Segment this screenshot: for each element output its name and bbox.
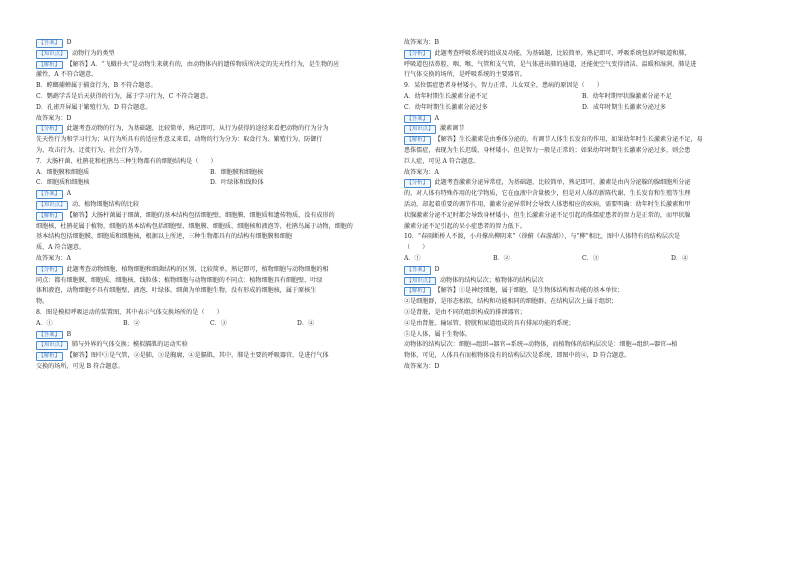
answer-option: D．叶绿体和线粒体 [210, 179, 264, 187]
answer-options [36, 319, 384, 330]
line-text: 9．某位儒症患者身材矮小，智力正常，儿女双全，患病的原因是（ ） [404, 82, 603, 90]
text-line [36, 222, 384, 233]
answer-option: A．幼年时期生长激素分泌不足 [404, 92, 488, 100]
text-line [404, 308, 760, 319]
line-text: 质，A 符合题意。 [36, 244, 85, 252]
line-text: 基本结构包括细胞膜、细胞质和细胞核，根据以上所述，三种生物都具有的结构有细胞膜和细胞 [36, 233, 292, 241]
section-point [36, 200, 384, 211]
text-line [404, 232, 760, 243]
analysis-label: 【解析】 [36, 352, 63, 361]
text-line [36, 362, 384, 373]
line-text: 8．图是模拟呼吸运动的装置图，其中表示气体交换场所的是（ ） [36, 308, 223, 316]
line-text: 故答案为：D [36, 114, 72, 122]
point-label: 【知识点】 [404, 277, 436, 286]
line-text: D [434, 265, 440, 273]
answer-option: B．② [123, 319, 140, 327]
text-line [404, 330, 760, 341]
section-answer [36, 330, 384, 341]
point-label: 【知识点】 [36, 201, 68, 210]
line-text: 【解答】大肠杆菌属于细菌，细胞的基本结构包括细胞壁、细胞膜、细胞质和遗传物质，没有成形的 [66, 211, 335, 219]
text-line [404, 297, 760, 308]
answer-option: D．④ [297, 319, 315, 327]
text-line [404, 70, 760, 81]
section-answer [404, 114, 760, 125]
line-text: ⑤是人体，属于生物体。 [404, 330, 472, 338]
answer-options [36, 178, 384, 189]
answer-label: 【答案】 [404, 115, 431, 124]
text-line [36, 232, 384, 243]
line-text: 此题考查激素分泌异常症，为基础题，比较简单，熟记即可，激素是由内分泌腺的腺细胞所分泌 [434, 179, 691, 187]
line-text: 患侏儒症，表现为生长迟缓，身材矮小，但是智力一般是正常的；如果幼年时期生长激素分泌过多，则会患 [404, 146, 691, 154]
line-text: 交换的场所，可见 B 符合题意。 [36, 362, 124, 370]
line-text: 物。 [36, 298, 49, 306]
line-text: 此题考查动物的行为，为基础题，比较简单，熟记即可，从行为获得的途径来看把动物的行为分为 [66, 125, 329, 133]
text-line [36, 276, 384, 287]
answer-option: C．细胞质和细胞核 [36, 179, 90, 187]
answer-label: 【答案】 [36, 39, 63, 48]
text-line [404, 319, 760, 330]
line-text: 的、对人体有特殊作用的化学物质，它在血液中含量极少，但是对人体的新陈代谢、生长发育和生殖等生理 [404, 190, 691, 198]
section-analysis [36, 211, 384, 222]
answer-options [404, 103, 760, 114]
text-line [404, 362, 760, 373]
line-text: 同点：都有细胞膜、细胞质、细胞核、线粒体；植物细胞与动物细胞的不同点：植物细胞具有细胞壁、叶绿 [36, 276, 323, 284]
line-text: 物体，可见，人体具有而植物体没有的结构层次是系统，即图中的④，D 符合题意。 [404, 352, 631, 360]
analysis-label: 【解析】 [36, 61, 63, 70]
answer-option: B．细胞膜和细胞核 [210, 168, 264, 176]
text-line [404, 146, 760, 157]
point-label: 【知识点】 [36, 50, 68, 59]
analysis-label: 【解析】 [36, 212, 63, 221]
line-text: 呼吸道包括鼻腔、咽、喉、气管和支气管，是气体进出肺的通道，还能使空气变得清洁、温暖和湿润，肺是进 [404, 60, 697, 68]
line-text: 动、植物细胞结构的比较 [71, 200, 139, 208]
answer-label: 【答案】 [36, 190, 63, 199]
text-line [404, 38, 760, 49]
analysis-label: 【解析】 [404, 136, 431, 145]
text-line [404, 351, 760, 362]
answer-option: D．成年时期生长激素分泌过多 [582, 103, 667, 111]
line-text: D．孔雀开屏属于繁殖行为，D 符合题意。 [36, 103, 152, 111]
section-analysis [404, 135, 760, 146]
line-text: 活动，却起着重要的调节作用，激素分泌异常时会导致人体患相应的疾病，需要明确：幼年时生长激素和甲 [404, 200, 691, 208]
section-point [404, 276, 760, 287]
fenxi-label: 【分析】 [404, 179, 431, 188]
line-text: 故答案为：A [404, 168, 439, 176]
text-line [404, 81, 760, 92]
text-line [36, 243, 384, 254]
line-text: 【解答】图中①是气管，②是肺，③是胸廓，④是膈肌，其中，肺是主要的呼吸器官，是进行气体 [66, 352, 329, 360]
line-text: 行气体交换的场所，是呼吸系统的主要器官。 [404, 71, 526, 79]
line-text: 此题考查呼吸系统的组成及功能，为基础题，比较简单，熟记即可，呼吸系统包括呼吸道和肺， [434, 49, 691, 57]
section-fenxi [36, 124, 384, 135]
line-text: 【解答】生长激素是由垂体分泌的，有调节人体生长发育的作用，如果幼年时生长激素分泌不足，易 [434, 136, 703, 144]
section-answer [36, 38, 384, 49]
answer-option: B．幼年时期甲状腺激素分泌不足 [582, 92, 672, 100]
line-text: 激素分泌不足引起的呆小症患者的智力低下。 [404, 222, 526, 230]
section-analysis [36, 60, 384, 71]
text-line [404, 243, 760, 254]
text-line [36, 70, 384, 81]
text-line [36, 146, 384, 157]
line-text: 故答案为：B [404, 39, 439, 46]
line-text: D [66, 39, 72, 46]
text-line [36, 92, 384, 103]
text-line [404, 189, 760, 200]
fenxi-label: 【分析】 [36, 125, 63, 134]
line-text: 激性，A 不符合题意。 [36, 71, 98, 79]
line-text: ③是肾脏，是由不同的组织构成的排泄器官； [404, 308, 526, 316]
text-line [404, 211, 760, 222]
line-text: （ ） [404, 244, 429, 252]
text-line [404, 340, 760, 351]
line-text: 10．“春雨断桥人不渡，小舟撑出柳阴来”（徐俯《春游湖》），与“柳”相比，图中人体特有的结构层次是 [404, 233, 681, 241]
answer-option: A．细胞膜和细胞质 [36, 168, 90, 176]
left-column [36, 38, 384, 373]
point-label: 【知识点】 [36, 341, 68, 350]
text-line [36, 286, 384, 297]
text-line [36, 114, 384, 125]
line-text: 状腺激素分泌不足时都会导致身材矮小，但生长激素分泌不足引起的侏儒症患者的智力是正常的，而甲状腺 [404, 211, 691, 219]
line-text: 为、攻击行为、迁徙行为、社会行为等。 [36, 146, 146, 154]
text-line [36, 297, 384, 308]
text-line [36, 81, 384, 92]
line-text: 先天性行为和学习行为；从行为所具有的适应性意义来看，动物的行为分为：取食行为、繁殖行为、防御行 [36, 136, 323, 144]
section-fenxi [404, 49, 760, 60]
answer-option: C．幼年时期生长激素分泌过多 [404, 103, 488, 111]
section-point [404, 124, 760, 135]
answer-label: 【答案】 [404, 266, 431, 275]
line-text: 动物行为的类型 [71, 49, 115, 57]
answer-option: A．① [36, 319, 53, 327]
answer-option: A．① [404, 254, 421, 262]
text-line [404, 168, 760, 179]
line-text: 7．大肠杆菌、杜鹃花和杜鹃鸟三种生物都有的细胞结构是（ ） [36, 157, 217, 165]
answer-option: B．② [493, 254, 510, 262]
text-line [36, 103, 384, 114]
line-text: ④是由肾脏、输尿管、膀胱和尿道组成的具有排尿功能的系统； [404, 319, 575, 327]
line-text: B [66, 330, 72, 338]
line-text: 细胞核，杜鹃花属于植物，细胞的基本结构包括细胞壁、细胞膜、细胞质、细胞核和液泡等，杜鹃鸟属于动物，细胞的 [36, 222, 353, 230]
fenxi-label: 【分析】 [36, 266, 63, 275]
point-label: 【知识点】 [404, 125, 436, 134]
fenxi-label: 【分析】 [404, 50, 431, 59]
text-line [404, 157, 760, 168]
section-fenxi [36, 265, 384, 276]
section-answer [36, 189, 384, 200]
text-line [404, 222, 760, 233]
line-text: A [434, 114, 439, 122]
line-text: ②是细胞群，是形态相似，结构和功能相同的细胞群，在结构层次上属于组织； [404, 298, 618, 306]
section-analysis [36, 351, 384, 362]
answer-options [404, 254, 760, 265]
text-line [404, 60, 760, 71]
section-fenxi [404, 178, 760, 189]
answer-option: C．③ [210, 319, 227, 327]
text-line [36, 254, 384, 265]
line-text: 【解答】①是神经细胞，属于细胞，是生物体结构和功能的基本单位； [434, 287, 624, 295]
line-text: 体和液泡，动物细胞不具有细胞壁、液泡、叶绿体，细菌为单细胞生物，没有形成的细胞核，属于原核生 [36, 287, 317, 295]
answer-option: C．③ [582, 254, 599, 262]
line-text: 动物体的结构层次：细胞→组织→器官→系统→动物体，而植物体的结构层次是：细胞→组织→器官→植 [404, 341, 678, 349]
section-point [36, 49, 384, 60]
answer-options [404, 92, 760, 103]
line-text: B．螳螂捕蝉属于捕食行为，B 不符合题意。 [36, 82, 157, 90]
line-text: 巨人症，可见 A 符合题意。 [404, 157, 480, 165]
analysis-label: 【解析】 [404, 287, 431, 296]
right-column [404, 38, 760, 373]
text-line [36, 157, 384, 168]
line-text: C．鹦鹉学舌是后天获得的行为，属于学习行为，C 不符合题意。 [36, 92, 212, 100]
answer-options [36, 168, 384, 179]
section-answer [404, 265, 760, 276]
line-text: 故答案为：D [404, 362, 440, 370]
line-text: 故答案为：A [36, 254, 71, 262]
text-line [36, 308, 384, 319]
answer-label: 【答案】 [36, 331, 63, 340]
line-text: 【解答】A．“飞蛾扑火”是动物生来就有的，由动物体内的遗传物质所决定的先天性行为，是生物的应 [66, 60, 340, 68]
line-text: 肺与外界的气体交换；模拟膈肌的运动实验 [71, 341, 188, 349]
line-text: A [66, 190, 71, 198]
text-line [404, 200, 760, 211]
text-line [36, 135, 384, 146]
section-point [36, 340, 384, 351]
section-analysis [404, 286, 760, 297]
line-text: 此题考查动物细胞、植物细胞和细菌结构的区别，比较简单，熟记即可，植物细胞与动物细胞的相 [66, 265, 329, 273]
line-text: 激素调节 [439, 125, 465, 133]
line-text: 动物体的结构层次；植物体的结构层次 [439, 276, 544, 284]
answer-option: D．④ [671, 254, 689, 262]
